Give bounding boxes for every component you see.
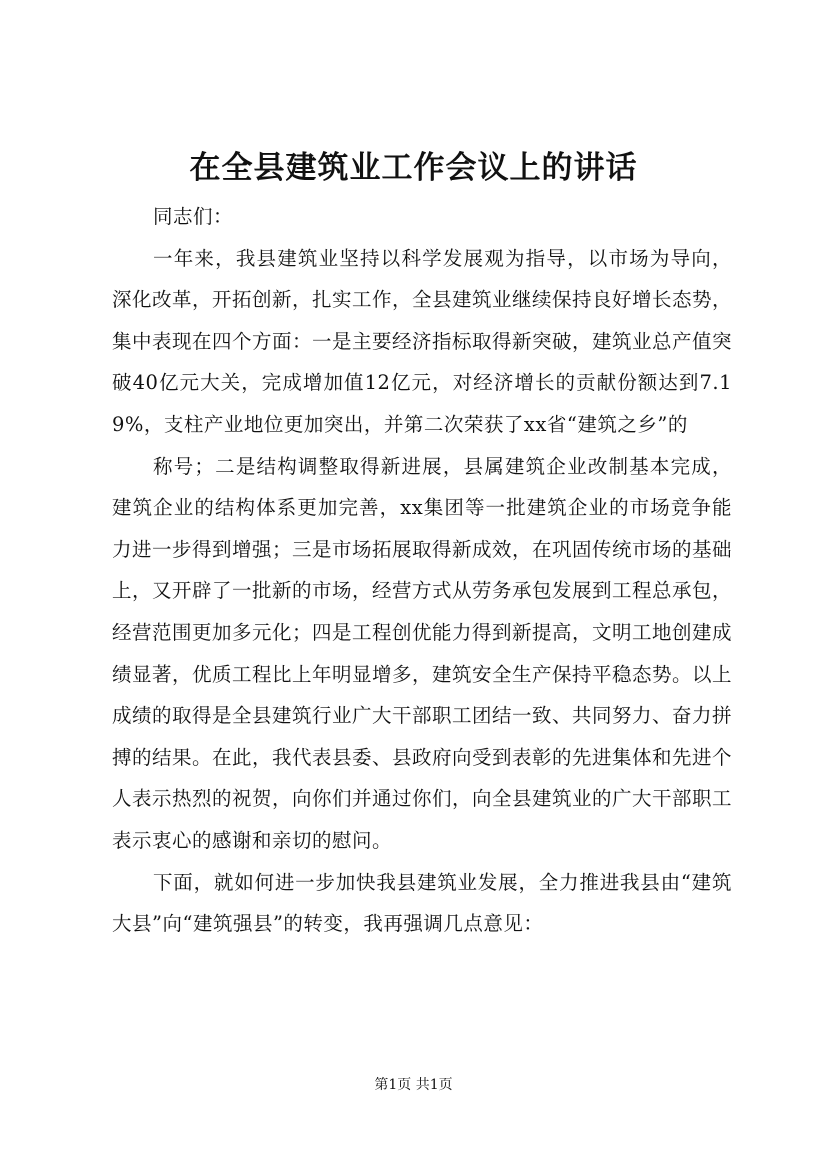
page-number-footer: 第1页 共1页 (374, 1077, 453, 1093)
body-paragraph: 称号；二是结构调整取得新进展，县属建筑企业改制基本完成，建筑企业的结构体系更加完善，xx集团等一批建筑企业的市场竞争能力进一步得到增强；三是市场拓展取得新成效，在巩固传统市场的基础上，又开辟了一批新的市场，经营方式从劳务承包发展到工程总承包，经营范围更加多元化；四是工程创优能力得到新提高，文明工地创建成绩显著，优质工程比上年明显增多，建筑安全生产保持平稳态势。以上成绩的取得是全县建筑行业广大干部职工团结一致、共同努力、奋力拼搏的结果。在此，我代表县委、县政府向受到表彰的先进集体和先进个人表示热烈的祝贺，向你们并通过你们，向全县建筑业的广大干部职工表示衷心的感谢和亲切的慰问。 (112, 454, 733, 852)
body-paragraph: 下面，就如何进一步加快我县建筑业发展，全力推进我县由“建筑大县”向“建筑强县”的转变，我再强调几点意见： (112, 870, 732, 936)
document-body (112, 196, 732, 945)
document-title: 在全县建筑业工作会议上的讲话 (189, 150, 638, 186)
salutation-paragraph: 同志们： (153, 205, 234, 228)
body-paragraph: 一年来，我县建筑业坚持以科学发展观为指导，以市场为导向，深化改革，开拓创新，扎实工作，全县建筑业继续保持良好增长态势，集中表现在四个方面：一是主要经济指标取得新突破，建筑业总产值突破40亿元大关，完成增加值12亿元，对经济增长的贡献份额达到7.19%，支柱产业地位更加突出，并第二次荣获了xx省“建筑之乡”的 (112, 246, 733, 436)
